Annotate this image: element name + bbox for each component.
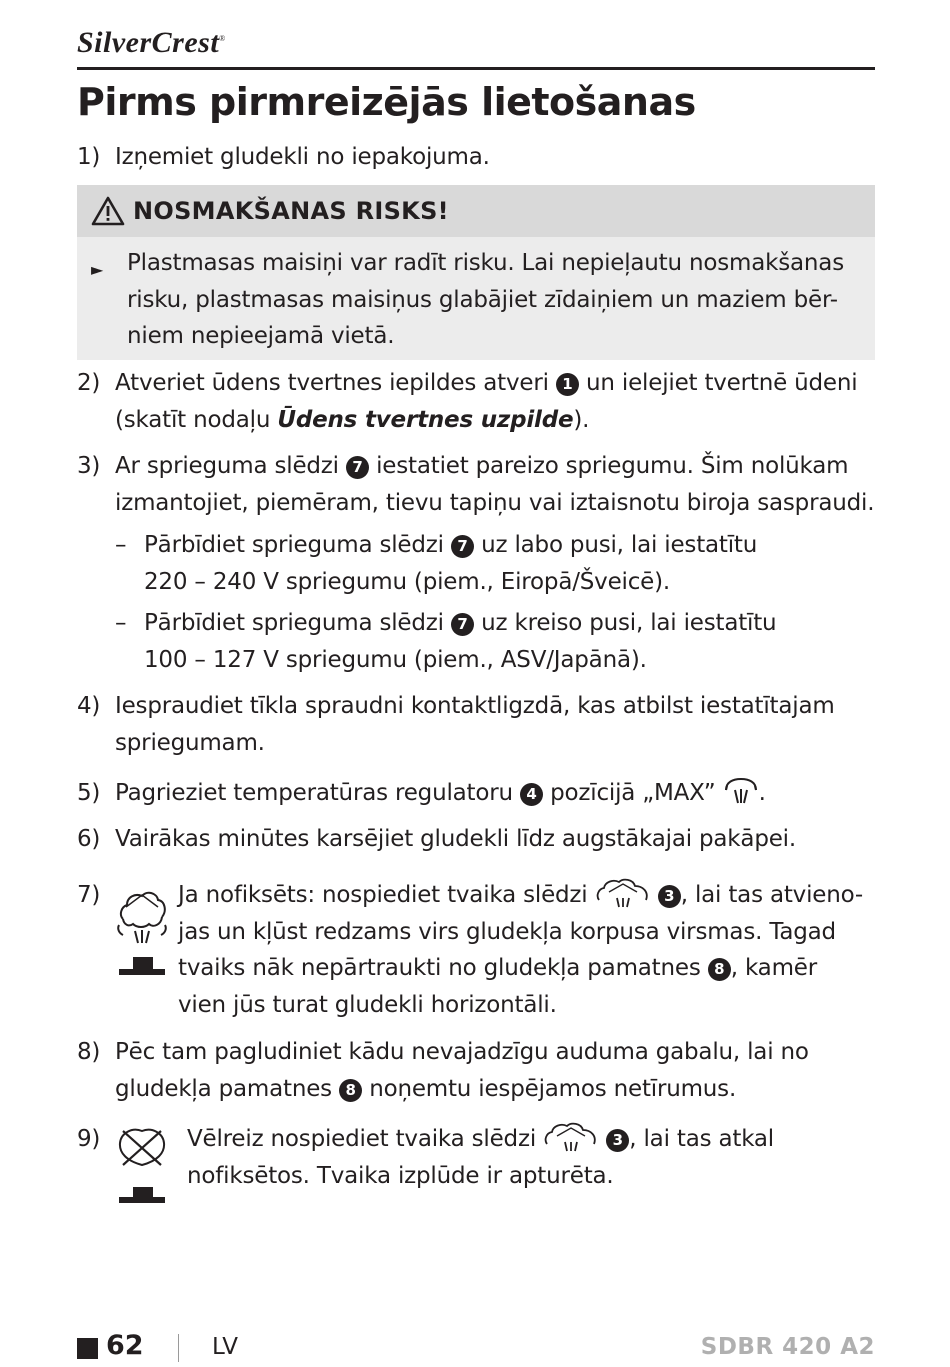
- text-run: 100 – 127 V spriegumu (piem., ASV/Japānā).: [144, 646, 647, 673]
- step-7: [77, 877, 875, 1023]
- text-run: uz labo pusi, lai iestatītu: [481, 532, 758, 558]
- text-run: Pēc tam pagludiniet kādu nevajadzīgu auduma gabalu, lai no: [115, 1039, 809, 1065]
- text-run: Pārbīdiet sprieguma slēdzi: [144, 610, 444, 636]
- step-text: [115, 365, 875, 438]
- step-number: 7): [77, 882, 101, 908]
- text-run: , lai tas atkal: [629, 1126, 774, 1152]
- steam-button-icon: [595, 878, 651, 910]
- dash-marker: –: [115, 610, 127, 636]
- step-2: [77, 365, 875, 438]
- text-run: , lai tas atvieno-: [680, 882, 864, 908]
- badge-7-icon: 7: [451, 535, 474, 558]
- text-run: ).: [573, 406, 590, 433]
- text-run: Vēlreiz nospiediet tvaika slēdzi: [187, 1126, 537, 1152]
- text-run: Atveriet ūdens tvertnes iepildes atveri: [115, 370, 549, 396]
- text-run: 220 – 240 V spriegumu (piem., Eiropā/Šveicē).: [144, 568, 670, 595]
- text-run: un ielejiet tvertnē ūdeni: [586, 370, 858, 396]
- text-run: izmantojiet, piemēram, tievu tapiņu vai iztaisnotu biroja saspraudi.: [115, 489, 875, 516]
- text-run: Pagrieziet temperatūras regulatoru: [115, 780, 513, 806]
- warning-triangle-icon: [91, 196, 125, 226]
- brand-logo: [77, 26, 226, 60]
- step-number: 4): [77, 693, 101, 719]
- badge-1-icon: 1: [556, 373, 579, 396]
- text-run: Ja nofiksēts: nospiediet tvaika slēdzi: [178, 882, 588, 908]
- text-run: noņemtu iespējamos netīrumus.: [369, 1075, 737, 1102]
- warning-body: [77, 237, 875, 355]
- bullet-arrow-icon: ►: [91, 260, 104, 279]
- step-number: 8): [77, 1039, 101, 1065]
- registered-mark: ®: [219, 34, 226, 43]
- steam-button-icon: [543, 1122, 599, 1154]
- step-text: [115, 688, 875, 761]
- step-8: [77, 1034, 875, 1107]
- step-text: Izņemiet gludekli no iepakojuma.: [115, 144, 490, 170]
- footer-square-marker: [77, 1338, 98, 1359]
- step-4: [77, 688, 875, 761]
- step-text: [115, 775, 875, 812]
- warning-line: risku, plastmasas maisiņus glabājiet zīdaiņiem un maziem bēr-: [127, 286, 838, 313]
- section-reference: Ūdens tvertnes uzpilde: [277, 406, 574, 433]
- text-run: uz kreiso pusi, lai iestatītu: [481, 610, 777, 636]
- text-run: Iespraudiet tīkla spraudni kontaktligzdā, kas atbilst iestatītajam: [115, 693, 835, 719]
- page-title: Pirms pirmreizējās lietošanas: [77, 80, 696, 124]
- text-run: gludekļa pamatnes: [115, 1075, 332, 1102]
- step-3: [77, 448, 875, 521]
- text-run: (skatīt nodaļu: [115, 406, 271, 433]
- warning-line: Plastmasas maisiņi var radīt risku. Lai nepieļautu nosmakšanas: [127, 250, 844, 276]
- text-run: iestatiet pareizo spriegumu. Šim nolūkam: [376, 453, 849, 479]
- steam-on-icon: [115, 887, 169, 991]
- text-run: jas un kļūst redzams virs gludekļa korpusa virsmas. Tagad: [178, 918, 836, 945]
- step-number: 6): [77, 826, 101, 852]
- warning-heading: [77, 185, 875, 237]
- step-number: 9): [77, 1126, 101, 1152]
- badge-4-icon: 4: [520, 783, 543, 806]
- step-number: 1): [77, 144, 101, 170]
- step-number: 2): [77, 370, 101, 396]
- step-number: 5): [77, 780, 101, 806]
- dash-marker: –: [115, 532, 127, 558]
- text-run: .: [758, 780, 766, 806]
- text-run: nofiksētos. Tvaika izplūde ir apturēta.: [187, 1162, 614, 1189]
- header-rule: [77, 67, 875, 70]
- badge-8-icon: 8: [708, 958, 731, 981]
- text-run: vien jūs turat gludekli horizontāli.: [178, 991, 557, 1018]
- model-number: SDBR 420 A2: [700, 1334, 875, 1360]
- badge-3-icon: 3: [658, 885, 681, 908]
- badge-8-icon: 8: [339, 1079, 362, 1102]
- language-code: LV: [212, 1334, 239, 1360]
- step-6: [77, 821, 875, 858]
- steam-off-icon: [115, 1125, 169, 1219]
- text-run: spriegumam.: [115, 729, 265, 756]
- badge-7-icon: 7: [451, 613, 474, 636]
- text-run: pozīcijā „MAX”: [550, 780, 716, 806]
- text-run: tvaiks nāk nepārtraukti no gludekļa pamatnes: [178, 955, 701, 981]
- badge-3-icon: 3: [606, 1129, 629, 1152]
- step-text: [178, 877, 875, 1023]
- warning-heading-text: NOSMAKŠANAS RISKS!: [133, 197, 449, 225]
- text-run: , kamēr: [730, 955, 817, 981]
- footer-divider: [178, 1334, 179, 1362]
- text-run: Ar sprieguma slēdzi: [115, 453, 339, 479]
- step-1: [77, 139, 875, 176]
- step-number: 3): [77, 453, 101, 479]
- brand-name: SilverCrest: [77, 26, 220, 59]
- warning-box: [77, 185, 875, 360]
- step-5: [77, 775, 875, 812]
- steam-max-icon: [723, 776, 759, 806]
- step-text: [187, 1121, 875, 1194]
- page-number: 62: [106, 1330, 144, 1361]
- warning-line: niem nepieejamā vietā.: [127, 323, 395, 349]
- badge-7-icon: 7: [346, 456, 369, 479]
- text-run: Pārbīdiet sprieguma slēdzi: [144, 532, 444, 558]
- step-text: [115, 1034, 875, 1107]
- step-9: [77, 1121, 875, 1194]
- step-text: [115, 448, 875, 521]
- step-text: Vairākas minūtes karsējiet gludekli līdz augstākajai pakāpei.: [115, 826, 796, 852]
